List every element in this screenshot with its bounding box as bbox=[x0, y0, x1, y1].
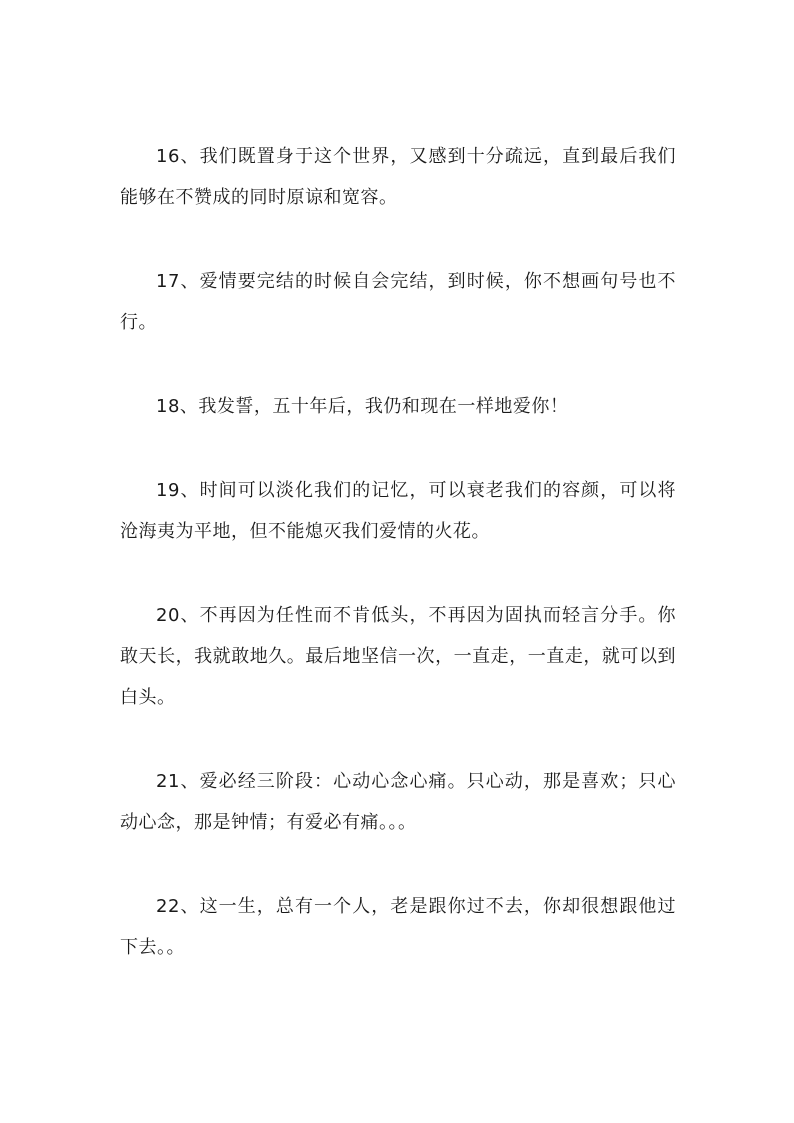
paragraph-18: 18、我发誓，五十年后，我仍和现在一样地爱你！ bbox=[156, 396, 569, 417]
paragraph-22: 22、这一生，总有一个人，老是跟你过不去，你却很想跟他过下去。。 bbox=[120, 896, 676, 958]
paragraph-20: 20、不再因为任性而不肯低头，不再因为固执而轻言分手。你敢天长，我就敢地久。最后地坚信一次，一直走，一直走，就可以到白头。 bbox=[120, 605, 676, 708]
paragraph-21: 21、爱必经三阶段：心动心念心痛。只心动，那是喜欢；只心动心念，那是钟情；有爱必有痛。。。 bbox=[120, 771, 676, 833]
paragraph-17: 17、爱情要完结的时候自会完结，到时候，你不想画句号也不行。 bbox=[120, 271, 676, 333]
paragraph-16: 16、我们既置身于这个世界，又感到十分疏远，直到最后我们能够在不赞成的同时原谅和宽容。 bbox=[120, 146, 676, 208]
paragraph-19: 19、时间可以淡化我们的记忆，可以衰老我们的容颜，可以将沧海夷为平地，但不能熄灭我们爱情的火花。 bbox=[120, 480, 676, 542]
document-body bbox=[120, 136, 676, 968]
